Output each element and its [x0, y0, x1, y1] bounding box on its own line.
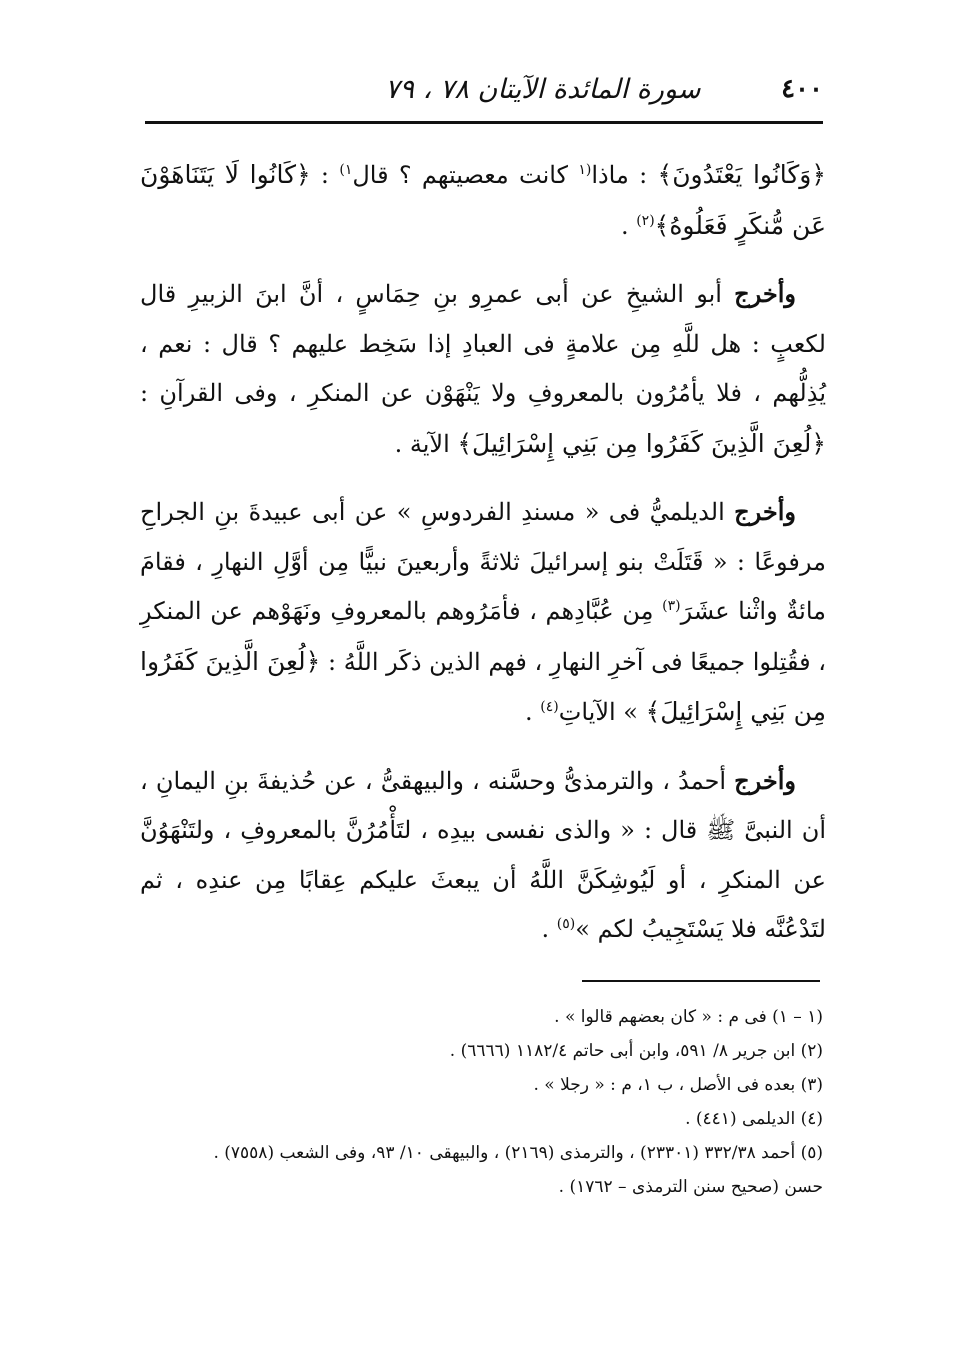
quran-quote: ﴿لُعِنَ الَّذِينَ كَفَرُوا مِن بَنِي إِسْرَائِيلَ﴾: [457, 428, 826, 458]
footnote-rule: [582, 980, 820, 982]
footnote-ref: (٤): [540, 699, 559, 715]
text-span: مِن عُبَّادِهم ، فأمَرُوهم بالمعروفِ ونَهَوْهم عن المنكرِ ، فقُتِلوا جميعًا فى آخرِ النهارِ ، فهم الذين ذكَر اللَّهُ :: [140, 597, 826, 676]
paragraph-3: [140, 487, 826, 738]
text-span: :: [310, 161, 340, 189]
footnote: (١ – ١) فى م : « كان بعضهم قالوا » .: [554, 1007, 823, 1027]
quran-quote: ﴿وَكَانُوا يَعْتَدُونَ﴾: [657, 160, 827, 189]
footnote-ref: ١): [339, 162, 353, 178]
paragraph-1: [140, 150, 826, 251]
text-span: .: [541, 915, 557, 943]
footnotes: [140, 1000, 823, 1204]
text-span: .: [620, 211, 637, 240]
quran-quote: ﴿لُعِنَ الَّذِينَ كَفَرُوا مِن بَنِي إِسْرَائِيلَ﴾: [140, 646, 826, 726]
footnote-ref: (٥): [556, 916, 576, 932]
footnote: حسن (صحيح سنن الترمذى – ١٧٦٢) .: [558, 1177, 823, 1197]
lead-word: وأخرج: [734, 497, 796, 526]
page-number: ٤٠٠: [781, 74, 823, 104]
footnote: (٥) أحمد ٣٣٢/٣٨ (٢٣٣٠١) ، والترمذى (٢١٦٩) ، والبيهقى ١٠/ ٩٣، وفى الشعب (٧٥٥٨) .: [213, 1143, 823, 1163]
footnote: (٣) بعده فى الأصل ، ب ١، م : « رجلا » .: [533, 1075, 823, 1095]
lead-word: وأخرج: [734, 279, 796, 308]
paragraph-2: [140, 269, 826, 469]
footnote-ref: (٢): [636, 212, 655, 229]
page-header: [145, 66, 823, 112]
text-span: الآية .: [394, 429, 458, 458]
footnote-ref: (١: [578, 162, 592, 178]
running-title: سورة المائدة الآيتان ٧٨ ، ٧٩: [385, 73, 701, 105]
text-span: : ماذا: [591, 161, 658, 189]
text-span: كانت معصيتهم ؟ قال: [352, 161, 579, 189]
footnote-ref: (٣): [662, 598, 681, 614]
text-span: أحمدُ ، والترمذىُّ وحسَّنه ، والبيهقىُّ ، عن حُذيفةَ بنِ اليمانِ ، أن النبىَّ ﷺ قال : « والذى نفسى بيدِه ، لتَأْمُرُنَّ بالمعروفِ ، ولتَنْهَوُنَّ عن المنكرِ ، أو لَيُوشِكَنَّ اللَّهُ أن يبعثَ عليكم عِقابًا مِن عندِه ، ثم لتَدْعُنَّه فلا يَسْتَجِيبُ لكم »: [140, 766, 826, 943]
quran-quote: ﴿كَانُوا لَا يَتَنَاهَوْنَ عَن مُّنكَرٍ فَعَلُوهُ﴾: [140, 160, 826, 240]
footnote: (٤) الديلمى (٤٤١) .: [685, 1109, 823, 1129]
lead-word: وأخرج: [734, 765, 796, 795]
text-span: أبو الشيخِ عن أبى عمرِو بنِ حِمَاسٍ ، أنَّ ابنَ الزبيرِ قال لكعبٍ : هل للَّهِ مِن علامةٍ فى العبادِ إذا سَخِط عليهم ؟ قال : نعم ، يُذِلُّهم ، فلا يأمُرُون بالمعروفِ ولا يَنْهَوْن عن المنكرِ ، وفى القرآنِ :: [140, 280, 826, 407]
footnote: (٢) ابن جرير ٨/ ٥٩١، وابن أبى حاتم ١١٨٢/٤ (٦٦٦٦) .: [449, 1041, 823, 1061]
main-text: [140, 150, 826, 973]
text-span: الديلميُّ فى « مسندِ الفردوسِ » عن أبى عبيدةَ بنِ الجراحِ مرفوعًا : « قَتَلَتْ بنو إسرائيلَ ثلاثةً وأربعينَ نبيًّا مِن أوَّلِ النهارِ ، فقامَ مائةٌ واثْنا عشَرَ: [140, 498, 826, 625]
text-span: » الآياتِ: [558, 698, 646, 726]
text-span: .: [525, 698, 541, 726]
header-rule: [145, 121, 823, 124]
paragraph-4: [140, 756, 826, 955]
